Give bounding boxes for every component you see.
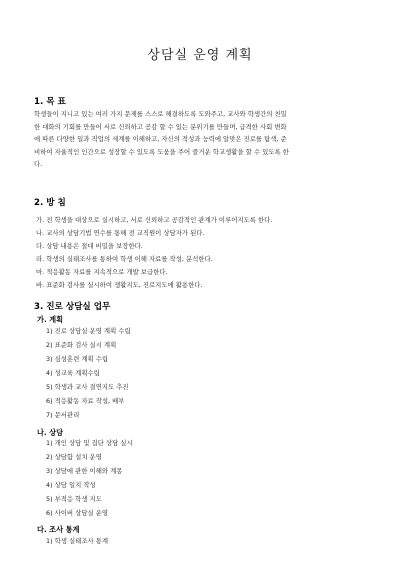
policy-item: 마. 적응활동 자료를 지속적으로 개발 보급한다. [36,268,168,276]
section-tasks-heading: 3. 진로 상담실 업무 [34,302,111,312]
policy-item: 라. 학생의 실태조사를 통하여 학생 이해 자료를 작성, 분석한다. [36,255,213,263]
counsel-item: 4) 상담 일지 작성 [46,481,96,489]
goal-line: 한 대화의 기회를 만들어 서로 신뢰하고 공감 할 수 있는 분위기를 만들며, 급격한 사회 변화 [34,122,287,131]
plan-item: 7) 문서관리 [46,411,80,419]
section-policy-heading: 2. 방 침 [34,198,66,208]
counsel-item: 2) 상담함 설치 운영 [46,453,102,461]
counsel-item: 1) 개인 상담 및 집단 상담 실시 [46,439,133,447]
tasks-counsel-heading: 나. 상담 [37,428,64,437]
goal-line: 에 따른 다양한 일과 직업의 세계를 이해하고, 자신의 적성과 능력에 알맞은 진로를 탐색, 준 [34,135,287,143]
section-goal-paragraph [34,108,370,171]
plan-item: 3) 심성훈련 계획 수립 [46,355,109,363]
policy-item: 나. 교사의 상담기법 연수를 통해 전 교직원이 상담자가 된다. [36,229,205,237]
policy-item: 바. 표준화 검사를 실시하여 생활지도, 진로지도에 활용한다. [36,281,203,289]
plan-item: 5) 학생과 교사 결연지도 추진 [46,383,129,391]
tasks-survey-heading: 다. 조사 통계 [37,525,80,534]
policy-item: 가. 전 학생을 대상으로 실시하고, 서로 신뢰하고 공감적인 관계가 이루어지도록 한다. [36,216,273,224]
plan-item: 2) 표준화 검사 실시 계획 [46,341,117,349]
tasks-plan-heading: 가. 계획 [37,315,64,324]
plan-item: 4) 성교육 계획수립 [46,369,100,377]
policy-item: 다. 상담 내용은 절대 비밀을 보장한다. [36,242,143,250]
goal-line: 학생들이 지니고 있는 여러 가지 문제를 스스로 해결하도록 도와주고, 교사와 학생간의 친밀 [34,110,287,118]
document-title: 상담실 운영 계획 [147,48,253,63]
plan-item: 1) 진로 상담실 운영 계획 수립 [46,327,131,335]
counsel-item: 3) 상담에 관한 이해와 계몽 [46,467,123,475]
counsel-item: 5) 부적응 학생 지도 [46,495,102,503]
section-goal-heading: 1. 목 표 [34,97,66,107]
goal-line: 비하여 자율적인 인간으로 성장할 수 있도록 도움을 주어 즐거운 학교생활을 할 수 있도록 한 [34,147,289,156]
plan-item: 6) 적응활동 자료 작성, 배부 [46,397,125,405]
goal-line: 다. [34,160,43,168]
counsel-item: 6) 사이버 상담실 운영 [46,509,109,517]
survey-item: 1) 학생 실태조사 통계 [46,537,109,545]
